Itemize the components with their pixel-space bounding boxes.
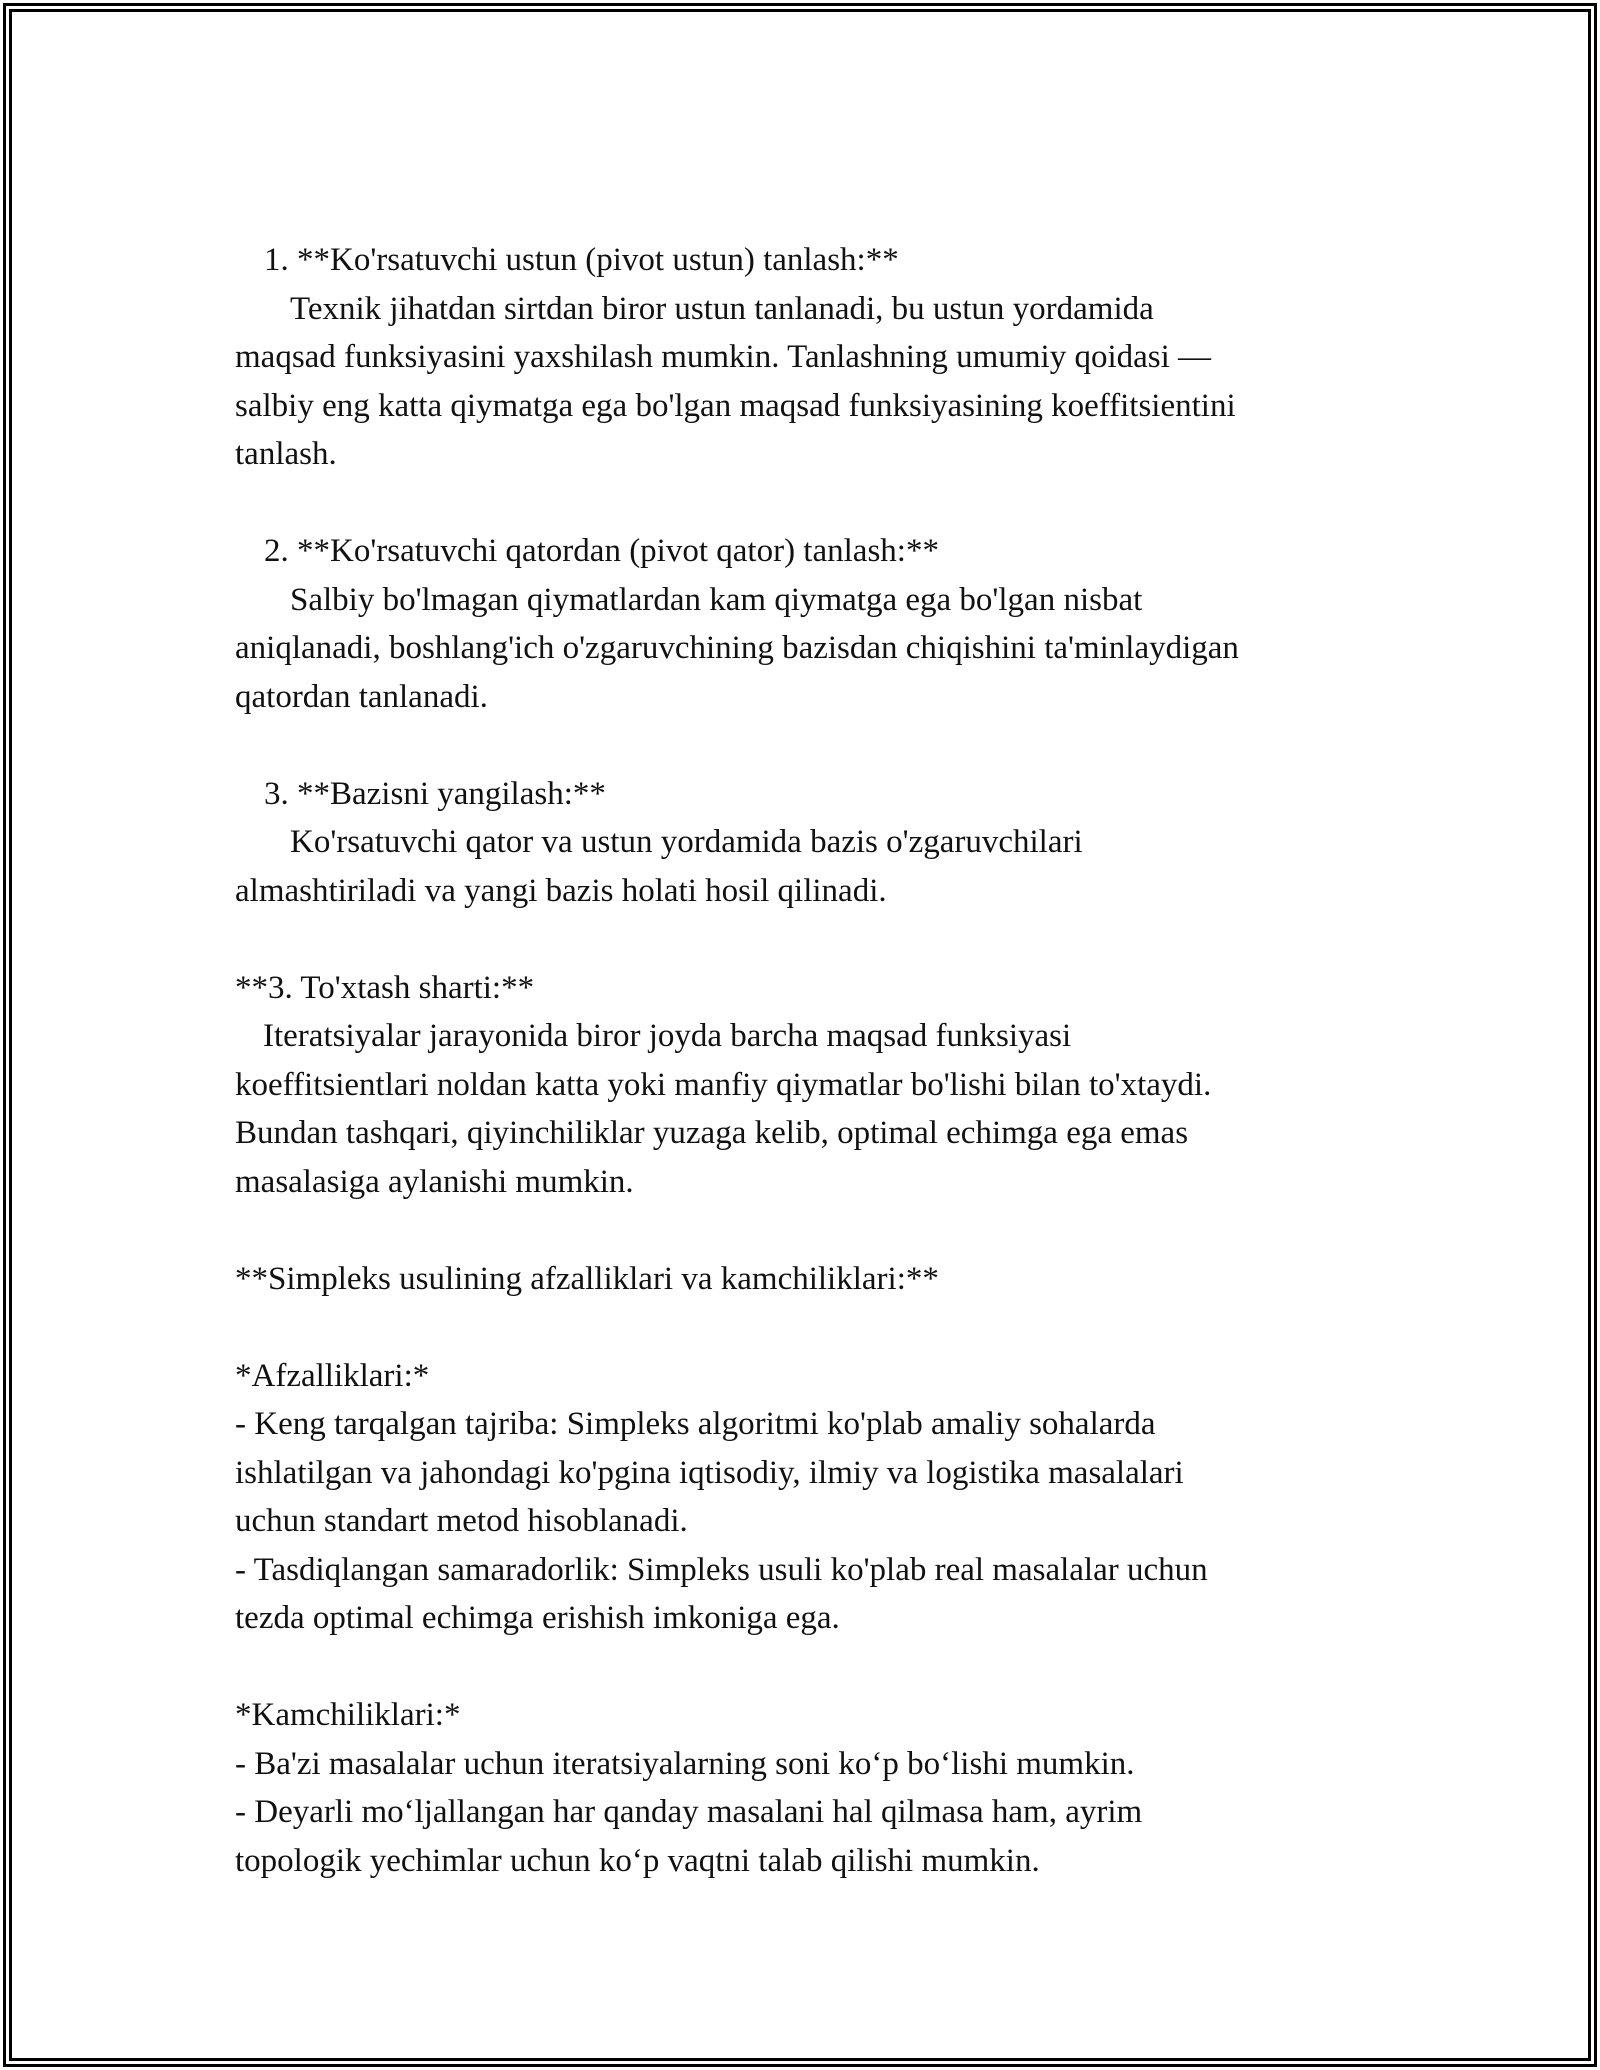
paragraph-gap — [235, 479, 1365, 528]
stop-line-1: Iteratsiyalar jarayonida biror joyda barcha maqsad funksiyasi — [263, 1018, 1072, 1054]
disadvantages-line-2: - Deyarli moʻljallangan har qanday masalani hal qilmasa ham, ayrim — [235, 1794, 1143, 1830]
step-3-line-1: Ko'rsatuvchi qator va ustun yordamida bazis o'zgaruvchilari — [290, 824, 1083, 860]
document-body — [235, 236, 1365, 1885]
step-3-heading: 3. **Bazisni yangilash:** — [264, 775, 606, 812]
step-1-heading: 1. **Ko'rsatuvchi ustun (pivot ustun) tanlash:** — [264, 242, 899, 278]
step-2-line-2: aniqlanadi, boshlang'ich o'zgaruvchining bazisdan chiqishini ta'minlaydigan — [235, 630, 1239, 666]
paragraph-gap — [235, 1303, 1365, 1352]
disadvantages-line-3: topologik yechimlar uchun koʻp vaqtni talab qilishi mumkin. — [235, 1842, 1040, 1879]
paragraph-gap — [235, 1643, 1365, 1692]
step-1-line-1: Texnik jihatdan sirtdan biror ustun tanlanadi, bu ustun yordamida — [290, 290, 1154, 327]
advantages-line-5: tezda optimal echimga erishish imkoniga ega. — [235, 1600, 840, 1636]
paragraph-gap — [235, 1206, 1365, 1255]
disadvantages-heading: *Kamchiliklari:* — [235, 1697, 461, 1733]
disadvantages-line-1: - Ba'zi masalalar uchun iteratsiyalarning soni koʻp boʻlishi mumkin. — [235, 1745, 1135, 1782]
step-2-line-1: Salbiy bo'lmagan qiymatlardan kam qiymatga ega bo'lgan nisbat — [290, 581, 1143, 618]
step-3-line-2: almashtiriladi va yangi bazis holati hosil qilinadi. — [235, 872, 887, 909]
step-2-line-3: qatordan tanlanadi. — [235, 678, 488, 715]
advantages-line-1: - Keng tarqalgan tajriba: Simpleks algoritmi ko'plab amaliy sohalarda — [235, 1406, 1156, 1442]
paragraph-gap — [235, 915, 1365, 964]
stop-line-2: koeffitsientlari noldan katta yoki manfiy qiymatlar bo'lishi bilan to'xtaydi. — [235, 1066, 1212, 1103]
stop-line-3: Bundan tashqari, qiyinchiliklar yuzaga kelib, optimal echimga ega emas — [235, 1115, 1189, 1151]
step-1-line-4: tanlash. — [235, 436, 337, 472]
step-1-line-3: salbiy eng katta qiymatga ega bo'lgan maqsad funksiyasining koeffitsientini — [235, 387, 1236, 424]
advantages-line-2: ishlatilgan va jahondagi ko'pgina iqtisodiy, ilmiy va logistika masalalari — [235, 1454, 1184, 1491]
step-2-heading: 2. **Ko'rsatuvchi qatordan (pivot qator) tanlash:** — [264, 533, 939, 569]
advantages-heading: *Afzalliklari:* — [235, 1357, 430, 1394]
advantages-line-4: - Tasdiqlangan samaradorlik: Simpleks usuli ko'plab real masalalar uchun — [235, 1551, 1208, 1588]
stop-line-4: masalasiga aylanishi mumkin. — [235, 1163, 634, 1200]
paragraph-gap — [235, 721, 1365, 770]
stop-heading: **3. To'xtash sharti:** — [235, 969, 535, 1006]
step-1-line-2: maqsad funksiyasini yaxshilash mumkin. Tanlashning umumiy qoidasi — — [235, 339, 1212, 375]
advantages-line-3: uchun standart metod hisoblanadi. — [235, 1503, 688, 1539]
section-title: **Simpleks usulining afzalliklari va kamchiliklari:** — [235, 1260, 939, 1297]
